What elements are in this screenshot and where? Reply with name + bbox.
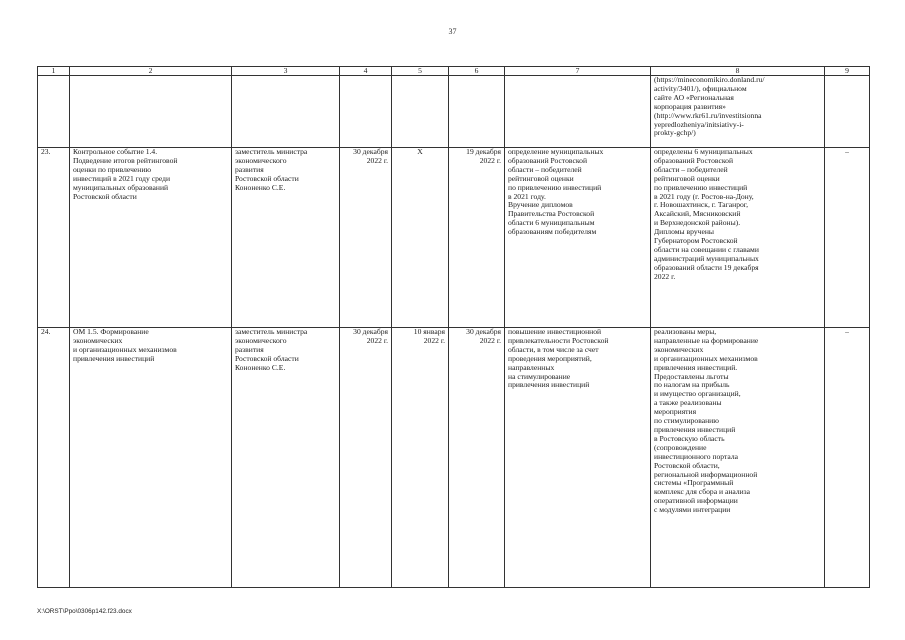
event-name-cell: Контрольное событие 1.4. Подведение итогов рейтинговой оценки по привлечению инвестиций в 2021 году среди муниципальных образований Ростовской области: [70, 148, 232, 328]
note-cell: –: [825, 328, 870, 588]
table-row-24: [38, 328, 870, 588]
column-number-row: [38, 67, 870, 76]
expected-result-cell: определение муниципальных образований Ростовской области – победителей рейтинговой оценки по привлечению инвестиций в 2021 году. Вручение дипломов Правительства Ростовской области 6 муниципальным образованиям победителям: [505, 148, 651, 328]
column-header: 2: [70, 67, 232, 76]
column-header: 7: [505, 67, 651, 76]
table-row-23: [38, 148, 870, 328]
actual-result-cell: реализованы меры, направленные на формирование экономических и организационных механизмов привлечения инвестиций. Предоставлены льготы по налогам на прибыль и имущество организаций, а также реализованы мероприятия по стимулированию привлечения инвестиций в Ростовскую область (сопровождение инвестиционного портала Ростовской области, региональной информационной системы «Программный комплекс для сбора и анализа оперативной информации с модулями интеграции: [651, 328, 825, 588]
actual-date-cell: 19 декабря 2022 г.: [449, 148, 505, 328]
start-date-cell: Х: [392, 148, 449, 328]
note-cell: [825, 76, 870, 148]
expected-result-cell: [505, 76, 651, 148]
responsible-cell: [232, 76, 340, 148]
planned-date-cell: 30 декабря 2022 г.: [340, 328, 392, 588]
row-number-cell: [38, 76, 70, 148]
report-table: [37, 66, 870, 588]
event-name-cell: [70, 76, 232, 148]
planned-date-cell: [340, 76, 392, 148]
column-header: 4: [340, 67, 392, 76]
column-header: 5: [392, 67, 449, 76]
actual-date-cell: [449, 76, 505, 148]
expected-result-cell: повышение инвестиционной привлекательности Ростовской области, в том числе за счет проведения мероприятий, направленных на стимулирование привлечения инвестиций: [505, 328, 651, 588]
row-number-cell: 24.: [38, 328, 70, 588]
planned-date-cell: 30 декабря 2022 г.: [340, 148, 392, 328]
actual-result-cell: определены 6 муниципальных образований Ростовской области – победителей рейтинговой оценки по привлечению инвестиций в 2021 году (г. Ростов-на-Дону, г. Новошахтинск, г. Таганрог, Аксайский, Мясниковский и Верхнедонской районы). Дипломы вручены Губернатором Ростовской области на совещании с главами администраций муниципальных образований области 19 декабря 2022 г.: [651, 148, 825, 328]
page-number: 37: [448, 27, 457, 36]
start-date-cell: 10 января 2022 г.: [392, 328, 449, 588]
responsible-cell: заместитель министра экономического развития Ростовской области Кононенко С.Е.: [232, 328, 340, 588]
column-header: 8: [651, 67, 825, 76]
note-cell: –: [825, 148, 870, 328]
row-number-cell: 23.: [38, 148, 70, 328]
column-header: 3: [232, 67, 340, 76]
actual-result-cell: (https://mineconomikiro.donland.ru/ activity/3401/), официальном сайте АО «Региональная корпорация развития» (http://www.rkr61.ru/investitsionna yepredlozheniya/initsiativy-i- prokty-gchp/): [651, 76, 825, 148]
file-path-footer: X:\ORST\Ppo\0306p142.f23.docx: [37, 608, 132, 615]
column-header: 1: [38, 67, 70, 76]
table-row-continuation: [38, 76, 870, 148]
event-name-cell: ОМ 1.5. Формирование экономических и организационных механизмов привлечения инвестиций: [70, 328, 232, 588]
actual-date-cell: 30 декабря 2022 г.: [449, 328, 505, 588]
start-date-cell: [392, 76, 449, 148]
column-header: 9: [825, 67, 870, 76]
column-header: 6: [449, 67, 505, 76]
responsible-cell: заместитель министра экономического развития Ростовской области Кононенко С.Е.: [232, 148, 340, 328]
